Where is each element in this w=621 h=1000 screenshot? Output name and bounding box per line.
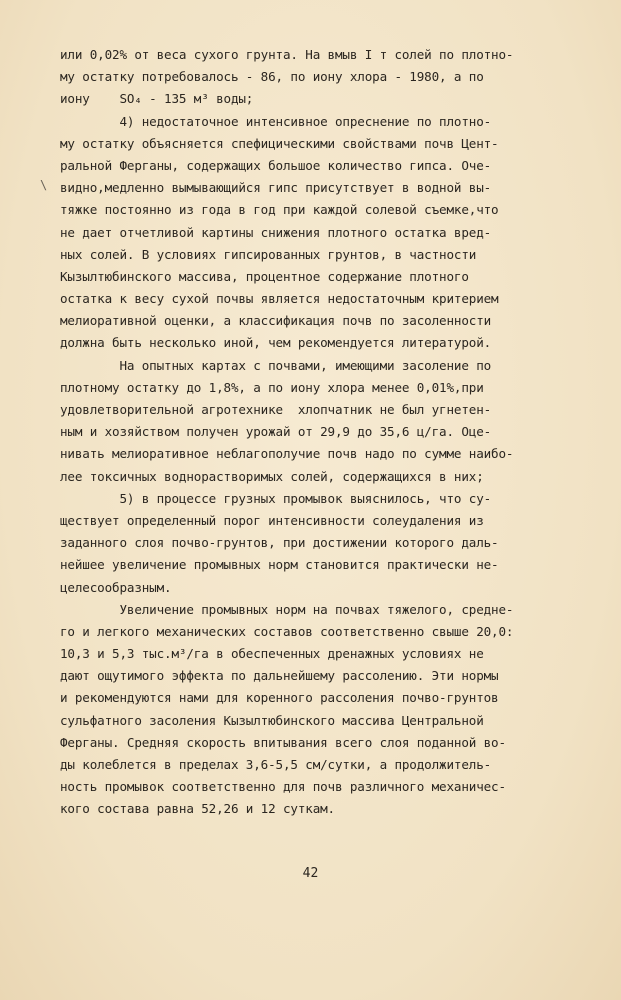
text-line: ральной Ферганы, содержащих большое количество гипса. Оче-	[60, 157, 492, 173]
body-text	[60, 44, 572, 821]
margin-tick-mark: \	[40, 178, 48, 192]
text-line: тяжке постоянно из года в год при каждой солевой съемке,что	[60, 202, 499, 218]
text-line: мелиоративной оценки, а классификация почв по засоленности	[60, 313, 492, 329]
text-line: 5) в процессе грузных промывок выяснилось, что су-	[60, 490, 492, 506]
text-line: ды колеблется в пределах 3,6-5,5 см/сутки, а продолжитель-	[60, 757, 492, 772]
text-line: заданного слоя почво-грунтов, при достижении которого даль-	[60, 535, 499, 551]
text-line: лее токсичных воднорастворимых солей, содержащихся в них;	[60, 468, 484, 484]
text-line: нейшее увеличение промывных норм становится практически не-	[60, 557, 499, 573]
text-line: го и легкого механических составов соответственно свыше 20,0:	[60, 623, 514, 639]
text-line: целесообразным.	[60, 579, 172, 595]
text-line: кого состава равна 52,26 и 12 суткам.	[60, 801, 335, 817]
text-line: ществует определенный порог интенсивности солеудаления из	[60, 512, 484, 528]
text-line: должна быть несколько иной, чем рекомендуется литературой.	[60, 335, 492, 351]
text-line: ных солей. В условиях гипсированных грунтов, в частности	[60, 246, 477, 262]
text-line: Ферганы. Средняя скорость впитывания всего слоя поданной во-	[60, 734, 506, 750]
text-line: 4) недостаточное интенсивное опреснение по плотно-	[60, 113, 492, 129]
text-line: или 0,02% от веса сухого грунта. На вмыв I т солей по плотно-	[60, 47, 514, 62]
text-line: иону SO₄ - 135 м³ воды;	[60, 91, 254, 107]
text-line: На опытных картах с почвами, имеющими засоление по	[60, 357, 492, 373]
text-line: ность промывок соответственно для почв различного механичес-	[60, 779, 506, 795]
text-line: му остатку потребовалось - 86, по иону хлора - 1980, а по	[60, 69, 484, 85]
text-line: му остатку объясняется спефицическими свойствами почв Цент-	[60, 135, 499, 151]
text-line: 10,3 и 5,3 тыс.м³/га в обеспеченных дренажных условиях не	[60, 646, 484, 662]
text-line: Увеличение промывных норм на почвах тяжелого, средне-	[60, 601, 514, 617]
text-line: нивать мелиоративное неблагополучие почв надо по сумме наибо-	[60, 446, 514, 462]
text-line: не дает отчетливой картины снижения плотного остатка вред-	[60, 224, 492, 240]
text-line: ным и хозяйством получен урожай от 29,9 до 35,6 ц/га. Оце-	[60, 424, 492, 440]
text-line: плотному остатку до 1,8%, а по иону хлора менее 0,01%,при	[60, 379, 484, 395]
page-number: 42	[302, 866, 319, 881]
text-line: видно,медленно вымывающийся гипс присутствует в водной вы-	[60, 180, 492, 196]
text-line: сульфатного засоления Кызылтюбинского массива Центральной	[60, 712, 484, 728]
text-line: удовлетворительной агротехнике хлопчатник не был угнетен-	[60, 402, 492, 417]
text-line: остатка к весу сухой почвы является недостаточным критерием	[60, 291, 499, 307]
text-line: и рекомендуются нами для коренного рассоления почво-грунтов	[60, 690, 499, 706]
text-line: дают ощутимого эффекта по дальнейшему рассолению. Эти нормы	[60, 668, 499, 684]
text-line: Кызылтюбинского массива, процентное содержание плотного	[60, 268, 469, 284]
